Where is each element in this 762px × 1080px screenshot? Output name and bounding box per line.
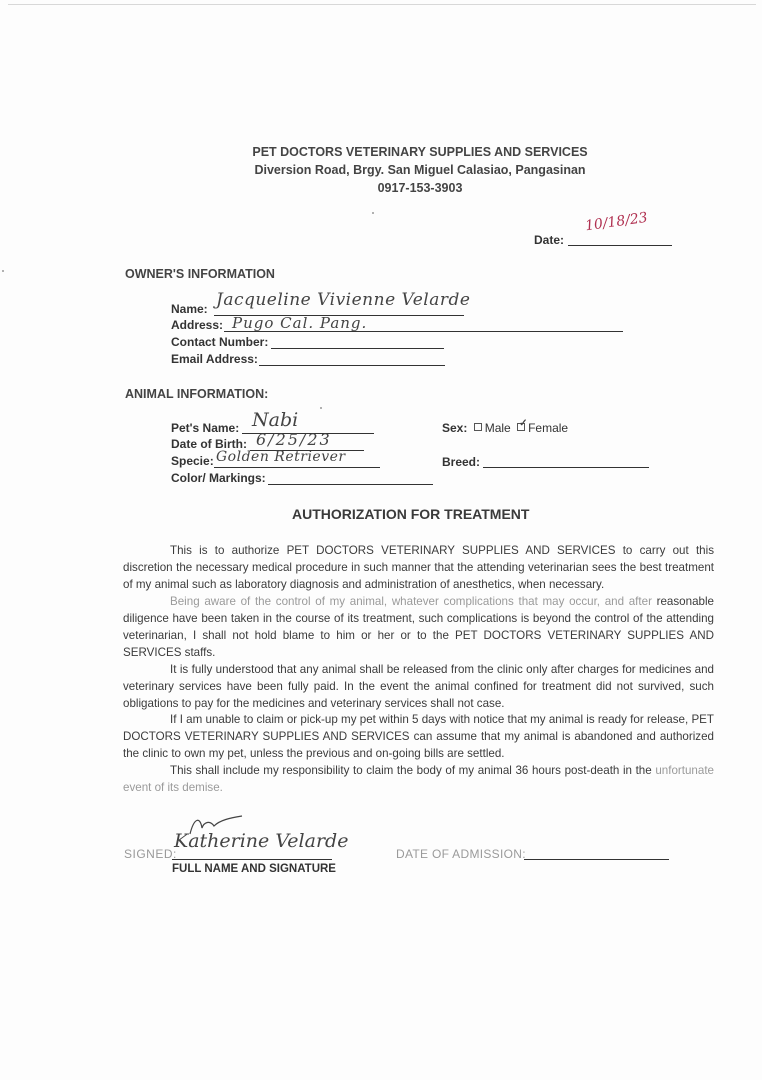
specie-line [214,467,380,468]
email-label: Email Address: [171,352,258,366]
authorization-paragraph-3: It is fully understood that any animal shall be released from the clinic only after charges for medicines and veterinary services have been fully paid. In the event the animal confined for treatment did not survived, such obligations to pay for the medicines and veterinary services shall not case. [123,663,714,710]
signature-name: Katherine Velarde [174,830,349,852]
authorization-title: AUTHORIZATION FOR TREATMENT [292,506,530,522]
animal-heading: ANIMAL INFORMATION: [125,387,269,401]
owner-heading: OWNER'S INFORMATION [125,267,275,281]
male-label: Male [484,421,511,435]
specie-value: Golden Retriever [216,449,346,465]
contact-line [271,348,444,349]
date-label: Date: [534,233,565,247]
pet-name-label: Pet's Name: [171,421,240,435]
owner-address-label: Address: [171,318,224,332]
authorization-paragraph-1: This is to authorize PET DOCTORS VETERINARY SUPPLIES AND SERVICES to carry out this discretion the necessary medical procedure in such manner that the attending veterinarian sees the best treatment of my animal such as laboratory diagnosis and administration of anesthetics, when necessary. [123,544,714,591]
signed-label: SIGNED: [124,847,177,861]
female-checkbox[interactable] [517,418,528,431]
company-name: PET DOCTORS VETERINARY SUPPLIES AND SERVICES [252,145,588,159]
scan-speck [2,270,4,272]
color-label: Color/ Markings: [171,471,266,485]
company-address: Diversion Road, Brgy. San Miguel Calasiao, Pangasinan [254,163,586,177]
male-checkbox[interactable] [474,423,482,431]
signature-line [172,859,332,860]
pet-name-value: Nabi [252,409,299,431]
owner-address-value: Pugo Cal. Pang. [232,314,368,332]
company-phone: 0917-153-3903 [377,181,463,195]
authorization-paragraph-5: This shall include my responsibility to claim the body of my animal 36 hours post-death in the unfortunate event of its demise. [123,764,714,794]
scan-speck [320,407,322,409]
specie-label: Specie: [171,454,214,468]
admission-label: DATE OF ADMISSION: [396,847,526,861]
sex-label: Sex: [442,421,468,435]
sex-field [442,418,569,435]
check-mark-icon: ✓ [519,418,528,429]
breed-label: Breed: [442,455,481,469]
owner-name-value: Jacqueline Vivienne Velarde [216,290,471,310]
authorization-paragraph-2: Being aware of the control of my animal, whatever complications that may occur, and after reasonable diligence have been taken in the course of its treatment, such complications is beyond the control of the attending veterinarian, I shall not hold blame to him or her or to the PET DOCTORS VETERINARY SUPPLIES AND SERVICES staffs. [123,595,714,659]
scan-edge [8,4,756,5]
dob-label: Date of Birth: [171,437,247,451]
admission-line [524,859,669,860]
female-label: Female [528,421,569,435]
signature-caption: FULL NAME AND SIGNATURE [172,863,336,875]
color-line [268,484,433,485]
scan-speck [372,212,374,214]
owner-name-label: Name: [171,302,208,316]
email-line [259,365,445,366]
authorization-paragraph-4: If I am unable to claim or pick-up my pet within 5 days with notice that my animal is ready for release, PET DOCTORS VETERINARY SUPPLIES AND SERVICES can assume that my animal is abandoned and authorized the clinic to own my pet, unless the previous and on-going bills are settled. [123,713,714,760]
contact-label: Contact Number: [171,335,269,349]
faint-text: unfortunate event of its demise. [123,764,714,794]
date-value: 10/18/23 [584,209,649,235]
signature-flourish-icon [186,814,246,838]
faint-text: Being aware of the control of my animal, whatever complications that may occur, and after [170,595,652,608]
breed-line [483,467,649,468]
dob-value: 6/25/23 [256,430,332,449]
date-line [568,245,672,246]
